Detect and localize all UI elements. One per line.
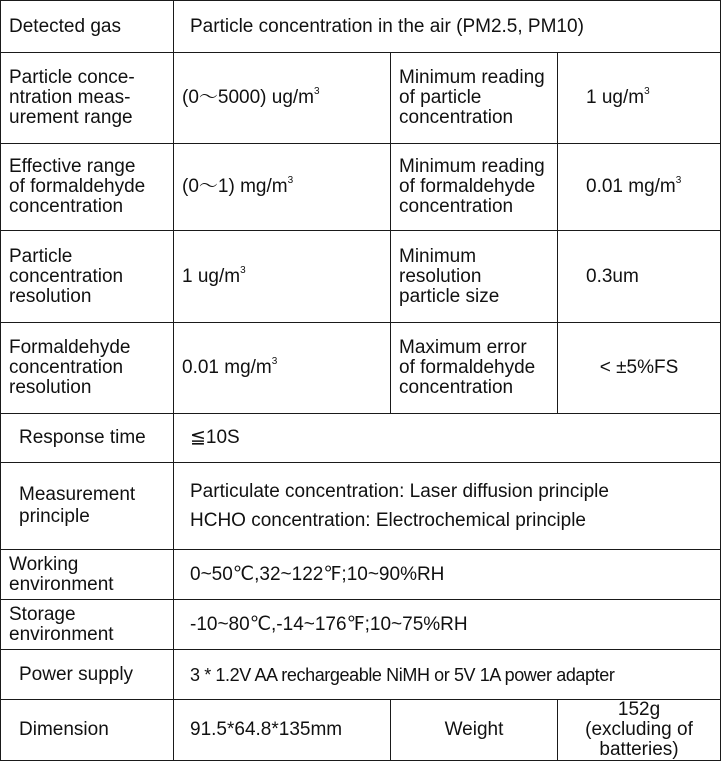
row-working-environment <box>1 550 721 600</box>
detected-gas-value: Particle concentration in the air (PM2.5, PM10) <box>174 1 721 53</box>
min-particle-size-label <box>391 231 558 323</box>
storage-environment-label-line: environment <box>9 623 114 645</box>
working-environment-label <box>1 550 174 600</box>
min-particle-size-label-line: resolution <box>399 265 482 287</box>
min-reading-formaldehyde-label-line: Minimum reading <box>399 156 545 177</box>
min-reading-particle-label <box>391 53 558 144</box>
min-reading-formaldehyde-value <box>558 144 721 231</box>
working-environment-value: 0~50℃,32~122℉;10~90%RH <box>174 550 721 600</box>
formaldehyde-resolution-value-text: 0.01 mg/m <box>182 357 272 378</box>
min-reading-formaldehyde-label-line: of formaldehyde <box>399 176 536 197</box>
max-error-formaldehyde-label-line: concentration <box>399 377 514 398</box>
max-error-formaldehyde-label-line: Maximum error <box>399 337 527 358</box>
dimension-label: Dimension <box>1 700 174 761</box>
measurement-principle-value-line: Particulate concentration: Laser diffusion principle <box>190 481 609 502</box>
particle-resolution-value <box>174 231 391 323</box>
min-reading-formaldehyde-value-text: 0.01 mg/m <box>586 176 676 197</box>
formaldehyde-range-label-line: Effective range <box>9 156 136 177</box>
formaldehyde-range-label <box>1 144 174 231</box>
weight-value <box>558 700 721 761</box>
particle-range-label <box>1 53 174 144</box>
formaldehyde-resolution-label <box>1 323 174 414</box>
min-reading-particle-value <box>558 53 721 144</box>
min-reading-particle-superscript: 3 <box>644 86 650 97</box>
storage-environment-label <box>1 600 174 650</box>
measurement-principle-label <box>1 463 174 550</box>
formaldehyde-resolution-superscript: 3 <box>271 356 278 367</box>
formaldehyde-resolution-label-line: concentration <box>9 357 124 378</box>
power-supply-value: 3 * 1.2V AA rechargeable NiMH or 5V 1A power adapter <box>174 650 721 700</box>
row-dimension <box>1 700 721 761</box>
row-power-supply <box>1 650 721 700</box>
formaldehyde-resolution-value <box>174 323 391 414</box>
measurement-principle-value-line: HCHO concentration: Electrochemical principle <box>190 510 586 531</box>
response-time-value: ≦10S <box>174 414 721 463</box>
formaldehyde-resolution-label-line: Formaldehyde <box>9 337 131 358</box>
particle-range-label-line: Particle conce- <box>9 67 135 88</box>
min-reading-particle-label-line: Minimum reading <box>399 67 545 88</box>
min-particle-size-label-line: Minimum <box>399 245 477 267</box>
detected-gas-label: Detected gas <box>1 1 174 53</box>
particle-resolution-label <box>1 231 174 323</box>
working-environment-label-line: Working <box>9 553 79 575</box>
particle-resolution-superscript: 3 <box>240 264 246 276</box>
formaldehyde-range-label-line: concentration <box>9 196 124 217</box>
min-reading-formaldehyde-superscript: 3 <box>675 175 682 186</box>
power-supply-label: Power supply <box>1 650 174 700</box>
min-reading-particle-label-line: concentration <box>399 107 514 128</box>
formaldehyde-range-value <box>174 144 391 231</box>
max-error-formaldehyde-label <box>391 323 558 414</box>
formaldehyde-resolution-label-line: resolution <box>9 377 92 398</box>
row-response-time <box>1 414 721 463</box>
particle-resolution-value-text: 1 ug/m <box>182 265 241 287</box>
measurement-principle-label-line: principle <box>19 506 90 527</box>
row-detected-gas <box>1 1 721 53</box>
working-environment-label-line: environment <box>9 573 114 595</box>
particle-range-label-line: ntration meas- <box>9 87 131 108</box>
row-measurement-principle <box>1 463 721 550</box>
row-particle-range <box>1 53 721 144</box>
particle-resolution-label-line: Particle <box>9 245 73 267</box>
row-formaldehyde-range <box>1 144 721 231</box>
row-particle-resolution <box>1 231 721 323</box>
formaldehyde-range-label-line: of formaldehyde <box>9 176 146 197</box>
particle-range-label-line: urement range <box>9 107 133 128</box>
storage-environment-label-line: Storage <box>9 603 76 625</box>
particle-resolution-label-line: resolution <box>9 285 92 307</box>
formaldehyde-range-value-text: (0～1) mg/m <box>182 176 288 197</box>
min-particle-size-value: 0.3um <box>558 231 721 323</box>
row-formaldehyde-resolution <box>1 323 721 414</box>
formaldehyde-range-superscript: 3 <box>287 175 294 186</box>
min-reading-particle-value-text: 1 ug/m <box>586 87 645 108</box>
measurement-principle-label-line: Measurement <box>19 484 136 505</box>
min-particle-size-label-line: particle size <box>399 285 500 307</box>
measurement-principle-value <box>174 463 721 550</box>
min-reading-particle-label-line: of particle <box>399 87 482 108</box>
weight-value-line: 152g <box>617 699 661 720</box>
row-storage-environment <box>1 600 721 650</box>
max-error-formaldehyde-label-line: of formaldehyde <box>399 357 536 378</box>
particle-resolution-label-line: concentration <box>9 265 124 287</box>
weight-value-line: (excluding of batteries) <box>585 719 693 760</box>
min-reading-formaldehyde-label-line: concentration <box>399 196 514 217</box>
max-error-formaldehyde-value: < ±5%FS <box>558 323 721 414</box>
weight-label: Weight <box>391 700 558 761</box>
response-time-label: Response time <box>1 414 174 463</box>
particle-range-superscript: 3 <box>314 86 320 97</box>
dimension-value: 91.5*64.8*135mm <box>174 700 391 761</box>
particle-range-value-text: (0～5000) ug/m <box>182 87 315 108</box>
storage-environment-value: -10~80℃,-14~176℉;10~75%RH <box>174 600 721 650</box>
min-reading-formaldehyde-label <box>391 144 558 231</box>
particle-range-value <box>174 53 391 144</box>
